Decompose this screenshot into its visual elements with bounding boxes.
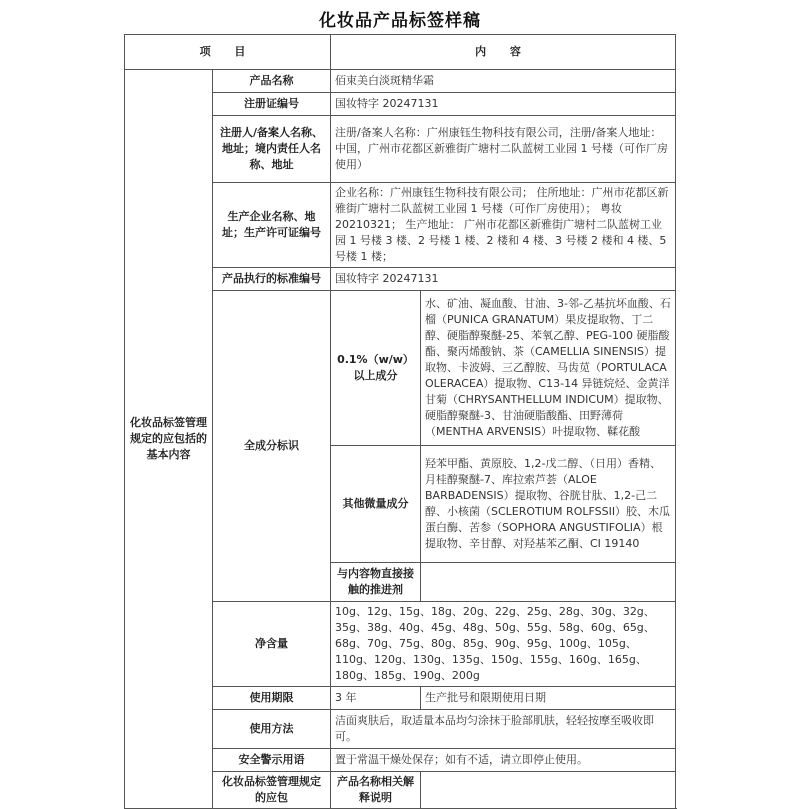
- warning-label: 安全警示用语: [213, 749, 331, 772]
- product-name-label: 产品名称: [213, 70, 331, 93]
- standard-label: 产品执行的标准编号: [213, 268, 331, 291]
- registrant-value: 注册/备案人名称：广州康钰生物科技有限公司，注册/备案人地址：中国，广州市花都区新雅街广塘村二队蓝树工业园 1 号楼（可作厂房使用）: [331, 116, 676, 183]
- page-title: 化妆品产品标签样稿: [319, 11, 481, 31]
- shelf-life-label: 使用期限: [213, 687, 331, 710]
- above-value: 水、矿油、凝血酸、甘油、3-邻-乙基抗坏血酸、石榴（PUNICA GRANATUM）果皮提取物、丁二醇、硬脂醇聚醚-25、苯氧乙醇、PEG-100 硬脂酸酯、聚丙烯酸钠、茶（CAMELLIA SINENSIS）提取物、卡波姆、三乙醇胺、马齿苋（PORTULACA OLERACEA）提取物、C13-14 异链烷烃、金黄洋甘菊（CHRYSANTHELLUM INDICUM）提取物、硬脂醇聚醚-3、甘油硬脂酸酯、田野薄荷（MENTHA ARVENSIS）叶提取物、鞣花酸: [421, 291, 676, 446]
- warning-value: 置于常温干燥处保存；如有不适，请立即停止使用。: [331, 749, 676, 772]
- shelf-life-value: 3 年: [331, 687, 421, 710]
- header-row: [125, 35, 676, 70]
- explain-value: [421, 772, 676, 809]
- manufacturer-value: 企业名称：广州康钰生物科技有限公司； 住所地址：广州市花都区新雅街广塘村二队蓝树工业园 1 号楼（可作厂房使用）； 粤妆 20210321； 生产地址： 广州市花都区新雅街广塘村二队蓝树工业园 1 号楼 3 楼、2 号楼 1 楼、2 楼和 4 楼、3 号楼 2 楼和 4 楼、5 号楼 1 楼；: [331, 183, 676, 268]
- section2-label: 化妆品标签管理规定的应包: [213, 772, 331, 809]
- product-name-value: 佰束美白淡斑精华霜: [331, 70, 676, 93]
- above-label: 0.1%（w/w）以上成分: [331, 291, 421, 446]
- net-content-value: 10g、12g、15g、18g、20g、22g、25g、28g、30g、32g、35g、38g、40g、45g、48g、50g、55g、58g、60g、65g、68g、70g、75g、80g、85g、90g、95g、100g、105g、110g、120g、130g、135g、150g、155g、160g、165g、180g、185g、190g、200g: [331, 602, 676, 687]
- net-content-label: 净含量: [213, 602, 331, 687]
- manufacturer-label: 生产企业名称、地址；生产许可证编号: [213, 183, 331, 268]
- label-table: [124, 34, 676, 809]
- reg-number-label: 注册证编号: [213, 93, 331, 116]
- trace-value: 羟苯甲酯、黄原胶、1,2-戊二醇、（日用）香精、月桂醇聚醚-7、库拉索芦荟（ALOE BARBADENSIS）提取物、谷胱甘肽、1,2-己二醇、小核菌（SCLEROTIUM ROLFSSII）胶、木瓜蛋白酶、苦参（SOPHORA ANGUSTIFOLIA）根提取物、辛甘醇、对羟基苯乙酮、CI 19140: [421, 446, 676, 563]
- row-product-name: [125, 70, 676, 93]
- explain-label: 产品名称相关解释说明: [331, 772, 421, 809]
- header-item: 项 目: [125, 35, 331, 70]
- standard-value: 国妆特字 20247131: [331, 268, 676, 291]
- trace-label: 其他微量成分: [331, 446, 421, 563]
- propellant-label: 与内容物直接接触的推进剂: [331, 563, 421, 602]
- ingredients-label: 全成分标识: [213, 291, 331, 602]
- header-content: 内 容: [331, 35, 676, 70]
- shelf-life-note: 生产批号和限期使用日期: [421, 687, 676, 710]
- usage-label: 使用方法: [213, 710, 331, 749]
- usage-value: 洁面爽肤后，取适量本品均匀涂抹于脸部肌肤，轻轻按摩至吸收即可。: [331, 710, 676, 749]
- reg-number-value: 国妆特字 20247131: [331, 93, 676, 116]
- registrant-label: 注册人/备案人名称、地址；境内责任人名称、地址: [213, 116, 331, 183]
- section1-label: 化妆品标签管理规定的应包括的基本内容: [125, 70, 213, 809]
- propellant-value: [421, 563, 676, 602]
